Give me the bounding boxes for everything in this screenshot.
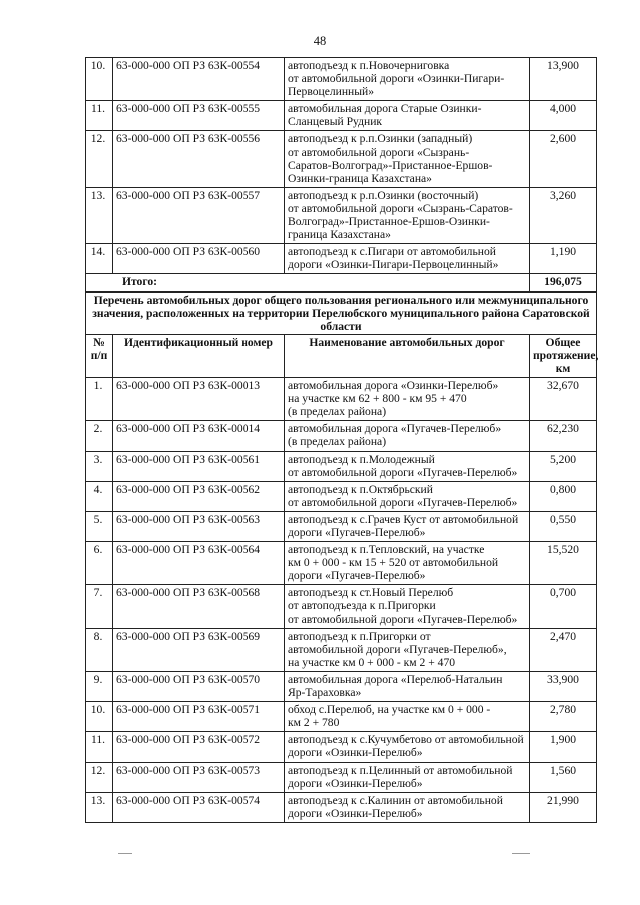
road-length: 15,520 <box>530 542 597 585</box>
header-no: № п/п <box>86 334 113 377</box>
total-value: 196,075 <box>530 274 597 292</box>
table-row <box>86 702 597 732</box>
scan-mark <box>118 853 132 854</box>
row-number: 3. <box>86 451 113 481</box>
roads-table-total <box>86 274 597 378</box>
row-number: 5. <box>86 511 113 541</box>
road-id: 63-000-000 ОП РЗ 63К-00571 <box>113 702 285 732</box>
road-length: 1,900 <box>530 732 597 762</box>
row-number: 2. <box>86 421 113 451</box>
table-row <box>86 732 597 762</box>
road-length: 13,900 <box>530 58 597 101</box>
row-number: 1. <box>86 378 113 421</box>
total-row <box>86 274 597 292</box>
table-row <box>86 244 597 274</box>
row-number: 9. <box>86 671 113 701</box>
table-row <box>86 511 597 541</box>
section-title: Перечень автомобильных дорог общего пользования регионального или межмуниципального значения, расположенных на территории Перелюбского муниципального района Саратовской области <box>86 292 597 335</box>
row-number: 7. <box>86 585 113 628</box>
road-name: автоподъезд к п.Новочерниговка от автомобильной дороги «Озинки-Пигари- Первоцелинный» <box>285 58 530 101</box>
road-length: 2,780 <box>530 702 597 732</box>
road-name: автоподъезд к р.п.Озинки (западный) от автомобильной дороги «Сызрань- Саратов-Волгоград»-Пристанное-Ершов- Озинки-граница Казахстана» <box>285 131 530 187</box>
section-title-row <box>86 292 597 335</box>
road-id: 63-000-000 ОП РЗ 63К-00014 <box>113 421 285 451</box>
road-name: автомобильная дорога «Пугачев-Перелюб» (в пределах района) <box>285 421 530 451</box>
road-name: автоподъезд к п.Целинный от автомобильной дороги «Озинки-Перелюб» <box>285 762 530 792</box>
road-name: обход с.Перелюб, на участке км 0 + 000 - км 2 + 780 <box>285 702 530 732</box>
table-row <box>86 421 597 451</box>
road-id: 63-000-000 ОП РЗ 63К-00572 <box>113 732 285 762</box>
road-length: 0,800 <box>530 481 597 511</box>
table-row <box>86 792 597 822</box>
table-row <box>86 585 597 628</box>
road-id: 63-000-000 ОП РЗ 63К-00554 <box>113 58 285 101</box>
row-number: 12. <box>86 762 113 792</box>
road-name: автоподъезд к с.Пигари от автомобильной дороги «Озинки-Пигари-Первоцелинный» <box>285 244 530 274</box>
row-number: 13. <box>86 792 113 822</box>
total-label: Итого: <box>86 274 530 292</box>
road-id: 63-000-000 ОП РЗ 63К-00569 <box>113 628 285 671</box>
road-name: автоподъезд к ст.Новый Перелюб от автоподъезда к п.Пригорки от автомобильной дороги «Пугачев-Перелюб» <box>285 585 530 628</box>
road-length: 33,900 <box>530 671 597 701</box>
roads-table <box>85 57 597 823</box>
header-row <box>86 334 597 377</box>
road-id: 63-000-000 ОП РЗ 63К-00556 <box>113 131 285 187</box>
road-length: 1,190 <box>530 244 597 274</box>
road-name: автоподъезд к п.Молодежный от автомобильной дороги «Пугачев-Перелюб» <box>285 451 530 481</box>
road-length: 4,000 <box>530 101 597 131</box>
road-name: автоподъезд к п.Пригорки от автомобильной дороги «Пугачев-Перелюб», на участке км 0 + 000 - км 2 + 470 <box>285 628 530 671</box>
road-name: автомобильная дорога «Перелюб-Натальин Яр-Тараховка» <box>285 671 530 701</box>
road-id: 63-000-000 ОП РЗ 63К-00013 <box>113 378 285 421</box>
roads-table-part1 <box>86 58 597 274</box>
scan-mark <box>512 853 530 854</box>
road-id: 63-000-000 ОП РЗ 63К-00568 <box>113 585 285 628</box>
road-name: автоподъезд к п.Октябрьский от автомобильной дороги «Пугачев-Перелюб» <box>285 481 530 511</box>
header-id: Идентификационный номер <box>113 334 285 377</box>
row-number: 6. <box>86 542 113 585</box>
road-id: 63-000-000 ОП РЗ 63К-00555 <box>113 101 285 131</box>
road-length: 3,260 <box>530 187 597 243</box>
road-length: 1,560 <box>530 762 597 792</box>
road-name: автомобильная дорога «Озинки-Перелюб» на участке км 62 + 800 - км 95 + 470 (в пределах района) <box>285 378 530 421</box>
header-name: Наименование автомобильных дорог <box>285 334 530 377</box>
road-id: 63-000-000 ОП РЗ 63К-00564 <box>113 542 285 585</box>
table-row <box>86 451 597 481</box>
road-length: 0,700 <box>530 585 597 628</box>
road-id: 63-000-000 ОП РЗ 63К-00573 <box>113 762 285 792</box>
table-row <box>86 187 597 243</box>
road-name: автоподъезд к п.Тепловский, на участке км 0 + 000 - км 15 + 520 от автомобильной дороги «Пугачев-Перелюб» <box>285 542 530 585</box>
row-number: 14. <box>86 244 113 274</box>
road-name: автоподъезд к р.п.Озинки (восточный) от автомобильной дороги «Сызрань-Саратов- Волгоград»-Пристанное-Ершов-Озинки- граница Казахстана» <box>285 187 530 243</box>
road-length: 2,470 <box>530 628 597 671</box>
road-name: автоподъезд к с.Калинин от автомобильной дороги «Озинки-Перелюб» <box>285 792 530 822</box>
table-row <box>86 628 597 671</box>
road-id: 63-000-000 ОП РЗ 63К-00560 <box>113 244 285 274</box>
roads-table-part2 <box>86 378 597 823</box>
road-name: автоподъезд к с.Кучумбетово от автомобильной дороги «Озинки-Перелюб» <box>285 732 530 762</box>
row-number: 4. <box>86 481 113 511</box>
road-length: 0,550 <box>530 511 597 541</box>
road-id: 63-000-000 ОП РЗ 63К-00570 <box>113 671 285 701</box>
row-number: 10. <box>86 702 113 732</box>
table-row <box>86 378 597 421</box>
road-id: 63-000-000 ОП РЗ 63К-00563 <box>113 511 285 541</box>
table-row <box>86 58 597 101</box>
road-length: 62,230 <box>530 421 597 451</box>
road-name: автоподъезд к с.Грачев Куст от автомобильной дороги «Пугачев-Перелюб» <box>285 511 530 541</box>
table-row <box>86 481 597 511</box>
row-number: 12. <box>86 131 113 187</box>
road-name: автомобильная дорога Старые Озинки- Сланцевый Рудник <box>285 101 530 131</box>
row-number: 11. <box>86 101 113 131</box>
road-id: 63-000-000 ОП РЗ 63К-00561 <box>113 451 285 481</box>
road-id: 63-000-000 ОП РЗ 63К-00557 <box>113 187 285 243</box>
header-length: Общее протяжение, км <box>530 334 597 377</box>
row-number: 10. <box>86 58 113 101</box>
road-id: 63-000-000 ОП РЗ 63К-00574 <box>113 792 285 822</box>
road-id: 63-000-000 ОП РЗ 63К-00562 <box>113 481 285 511</box>
table-row <box>86 542 597 585</box>
table-row <box>86 671 597 701</box>
road-length: 5,200 <box>530 451 597 481</box>
row-number: 13. <box>86 187 113 243</box>
table-row <box>86 131 597 187</box>
road-length: 21,990 <box>530 792 597 822</box>
row-number: 11. <box>86 732 113 762</box>
table-row <box>86 762 597 792</box>
road-length: 2,600 <box>530 131 597 187</box>
table-row <box>86 101 597 131</box>
page-number: 48 <box>313 34 327 48</box>
row-number: 8. <box>86 628 113 671</box>
road-length: 32,670 <box>530 378 597 421</box>
